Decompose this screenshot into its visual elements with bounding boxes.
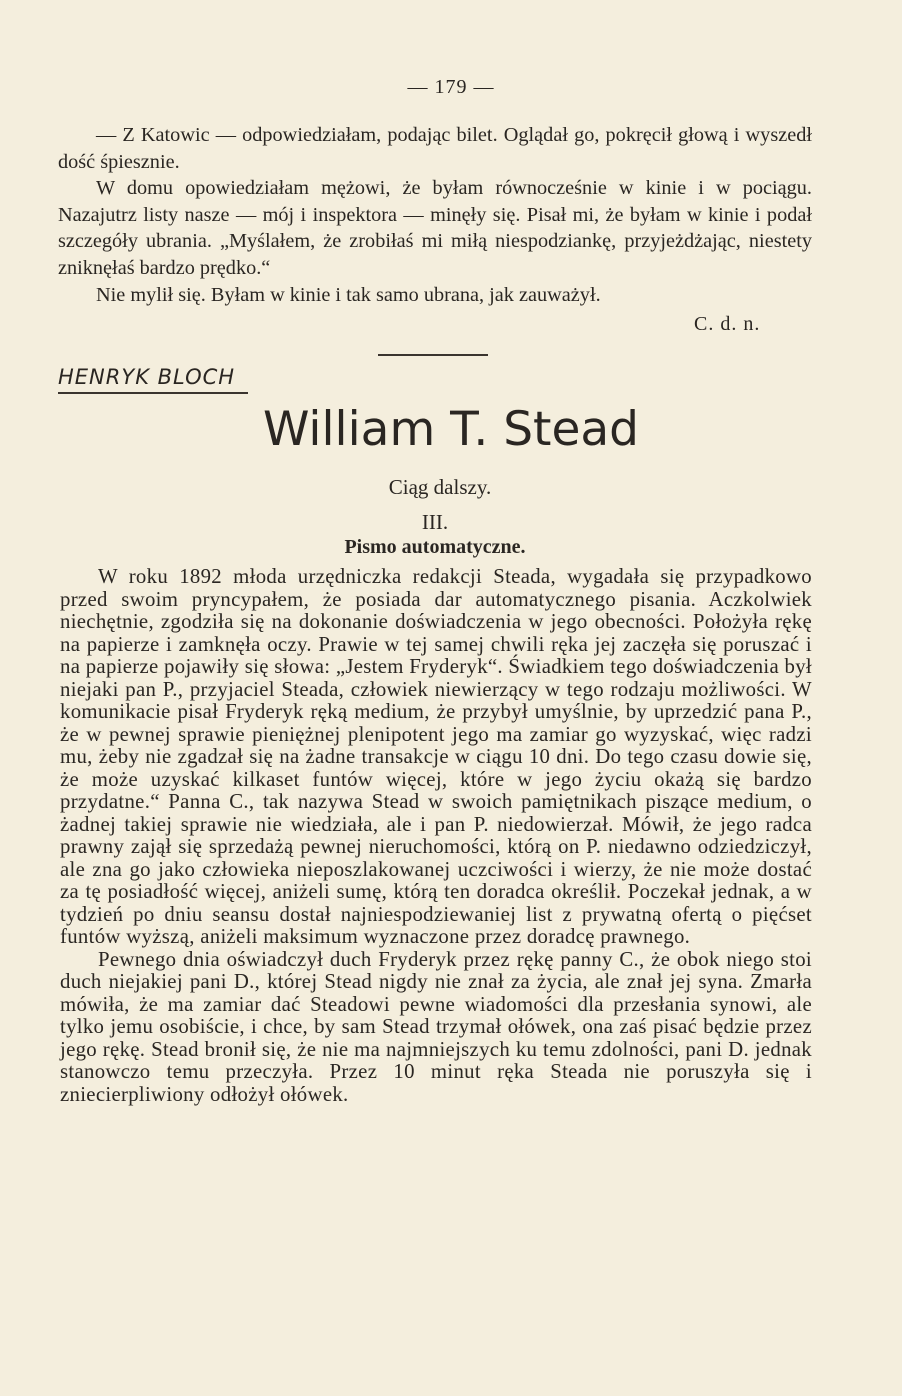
section-number: III.	[421, 510, 449, 534]
section-divider	[378, 354, 488, 356]
paragraph: W roku 1892 młoda urzędniczka redakcji Steada, wygadała się przypadkowo przed swoim pryncypałem, że posiada dar automatycznego pisania. Aczkolwiek niechętnie, zgodziła się na dokonanie doświadczenia w jego obecności. Położyła rękę na papierze i zamknęła oczy. Prawie w tej samej chwili ręka jej zaczęła się poruszać i na papierze pojawiły się słowa: „Jestem Fryderyk“. Świadkiem tego doświadczenia był niejaki pan P., przyjaciel Steada, człowiek niewierzący w tego rodzaju możliwości. W komunikacie pisał Fryderyk ręką medium, że przybył umyślnie, by uprzedzić pana P., że w pewnej sprawie pieniężnej plenipotent jego ma zamiar go wyzyskać, więc radzi mu, żeby nie zgadzał się na żadne transakcje w ciągu 10 dni. Do tego czasu dowie się, że może uzyskać kilkaset funtów więcej, które w jego życiu okażą się bardzo przydatne.“ Panna C., tak nazywa Stead w swoich pamiętnikach piszące medium, o żadnej takiej sprawie nie wiedziała, ale i pan P. niedowierzał. Mówił, że jego radca prawny zajął się sprzedażą pewnej nieruchomości, którą on P. niedawno odziedziczył, ale zna go jako człowieka nieposzlakowanej uczciwości i wierzy, że nie może dostać za tę posiadłość więcej, aniżeli sumę, którą ten doradca określił. Poczekał jednak, a w tydzień po dniu seansu dostał najniespodziewaniej list z prywatną ofertą o pięćset funtów wyższą, aniżeli maksimum wyznaczone przez doradcę prawnego.	[60, 565, 812, 948]
paragraph: Pewnego dnia oświadczył duch Fryderyk przez rękę panny C., że obok niego stoi duch niejakiej pani D., której Stead nigdy nie znał za życia, ale znał jej syna. Zmarła mówiła, że ma zamiar dać Steadowi pewne wiadomości dla przesłania synowi, ale tylko jemu osobiście, i chce, by sam Stead trzymał ołówek, ona zaś pisać będzie przez jego rękę. Stead bronił się, że nie ma najmniejszych ku temu zdolności, pani D. jednak stanowczo temu przeczyła. Przez 10 minut ręka Steada nie poruszyła się i zniecierpliwiony odłożył ołówek.	[60, 947, 812, 1106]
article-body	[60, 566, 812, 1106]
paragraph: W domu opowiedziałam mężowi, że byłam równocześnie w kinie i w pociągu. Nazajutrz listy nasze — mój i inspektora — minęły się. Pisał mi, że byłam w kinie i podał szczegóły ubrania. „Myślałem, że zrobiłaś mi miłą niespodziankę, przyjeżdżając, niestety zniknęłaś bardzo prędko.“	[58, 177, 812, 279]
author-underline	[58, 392, 248, 394]
section-title: Pismo automatyczne.	[344, 536, 526, 558]
page-number: — 179 —	[407, 76, 495, 98]
paragraph: — Z Katowic — odpowiedziałam, podając bilet. Oglądał go, pokręcił głową i wyszedł dość śpiesznie.	[58, 124, 812, 173]
to-be-continued: C. d. n.	[694, 313, 761, 335]
article-author: HENRYK BLOCH	[58, 365, 236, 389]
continued-note: Ciąg dalszy.	[388, 475, 492, 499]
paragraph: Nie mylił się. Byłam w kinie i tak samo ubrana, jak zauważył.	[96, 283, 601, 306]
article-title: William T. Stead	[262, 402, 640, 457]
previous-article-ending	[58, 122, 812, 308]
